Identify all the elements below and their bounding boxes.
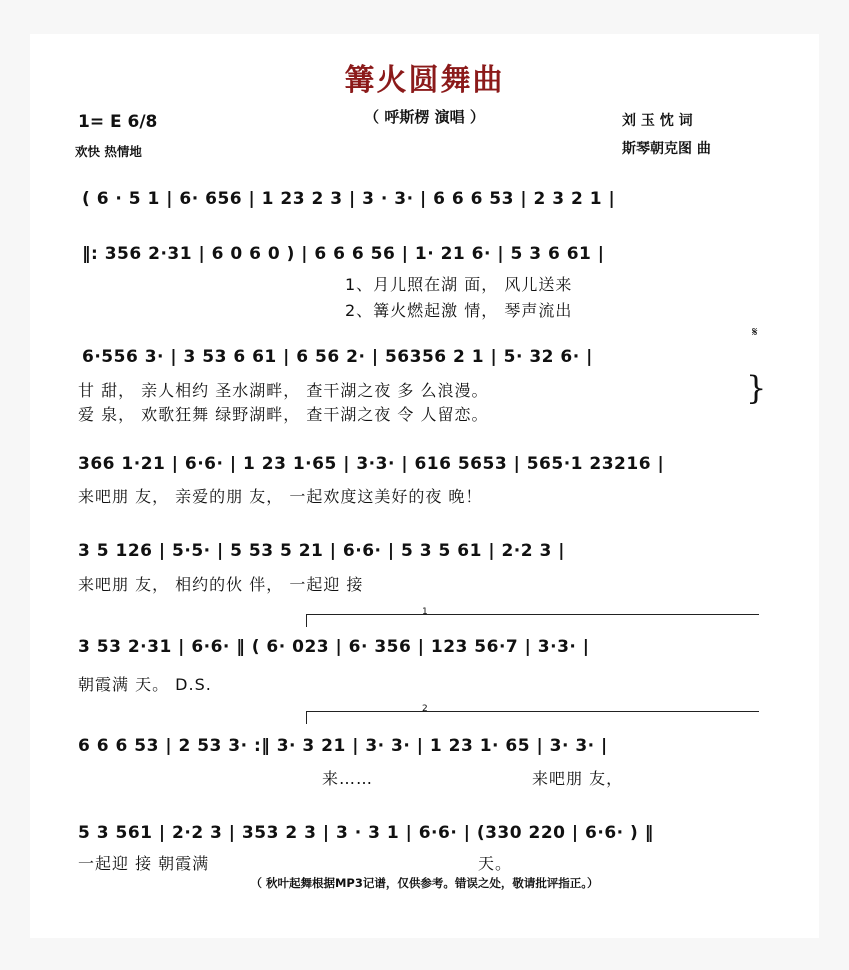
tempo-marking: 欢快 热情地 (75, 144, 142, 159)
segno-sign: 𝄋 (752, 325, 758, 340)
lyric-row-3-verse-1: 甘 甜， 亲人相约 圣水湖畔， 查干湖之夜 多 么浪漫。 (78, 381, 489, 400)
key-signature: 1= E 6/8 (78, 112, 158, 132)
lyric-row-8-part-1: 一起迎 接 朝霞满 (78, 854, 210, 873)
score-row-7-notes: 6 6 6 53 | 2 53 3· :‖ 3· 3 21 | 3· 3· | 1 23 1· 65 | 3· 3· | (78, 736, 608, 756)
score-row-8-notes: 5 3 561 | 2·2 3 | 353 2 3 | 3 · 3 1 | 6·6· | (330 220 | 6·6· ) ‖ (78, 823, 654, 843)
volta-2-number: 2 (422, 704, 428, 714)
score-row-2-notes: ‖: 356 2·31 | 6 0 6 0 ) | 6 6 6 56 | 1· 21 6· | 5 3 6 61 | (82, 244, 605, 264)
score-row-4-notes: 366 1·21 | 6·6· | 1 23 1·65 | 3·3· | 616 5653 | 565·1 23216 | (78, 454, 665, 474)
lyric-row-6: 朝霞满 天。 D.S. (78, 675, 212, 694)
volta-2-bracket (306, 711, 759, 724)
score-row-3-notes: 6·556 3· | 3 53 6 61 | 6 56 2· | 56356 2 1 | 5· 32 6· | (82, 347, 593, 367)
score-row-6-notes: 3 53 2·31 | 6·6· ‖ ( 6· 023 | 6· 356 | 123 56·7 | 3·3· | (78, 637, 590, 657)
lyric-row-2-verse-1: 1、月儿照在湖 面， 风儿送来 (345, 275, 573, 294)
composer-credit: 斯琴朝克图 曲 (622, 141, 711, 157)
lyric-row-7-part-1: 来…… (322, 769, 374, 788)
lyric-row-4: 来吧朋 友， 亲爱的朋 友， 一起欢度这美好的夜 晚！ (78, 487, 483, 506)
lyric-row-8-part-2: 天。 (478, 854, 513, 873)
verse-brace: } (746, 369, 767, 407)
performer-line: （ 呼斯楞 演唱 ） (364, 108, 485, 126)
lyric-row-3-verse-2: 爱 泉， 欢歌狂舞 绿野湖畔， 查干湖之夜 令 人留恋。 (78, 405, 489, 424)
volta-1-number: 1 (422, 607, 428, 617)
lyric-row-5: 来吧朋 友， 相约的伙 伴， 一起迎 接 (78, 575, 364, 594)
volta-1-bracket (306, 614, 759, 627)
score-row-1-notes: ( 6 · 5 1 | 6· 656 | 1 23 2 3 | 3 · 3· | 6 6 6 53 | 2 3 2 1 | (82, 189, 616, 209)
song-title: 篝火圆舞曲 (344, 63, 505, 98)
transcriber-note: （ 秋叶起舞根据MP3记谱，仅供参考。错误之处，敬请批评指正。） (250, 876, 599, 890)
score-row-5-notes: 3 5 126 | 5·5· | 5 53 5 21 | 6·6· | 5 3 5 61 | 2·2 3 | (78, 541, 565, 561)
lyric-row-7-part-2: 来吧朋 友， (532, 769, 624, 788)
lyricist-credit: 刘 玉 忱 词 (622, 113, 693, 129)
lyric-row-2-verse-2: 2、篝火燃起激 情， 琴声流出 (345, 301, 573, 320)
